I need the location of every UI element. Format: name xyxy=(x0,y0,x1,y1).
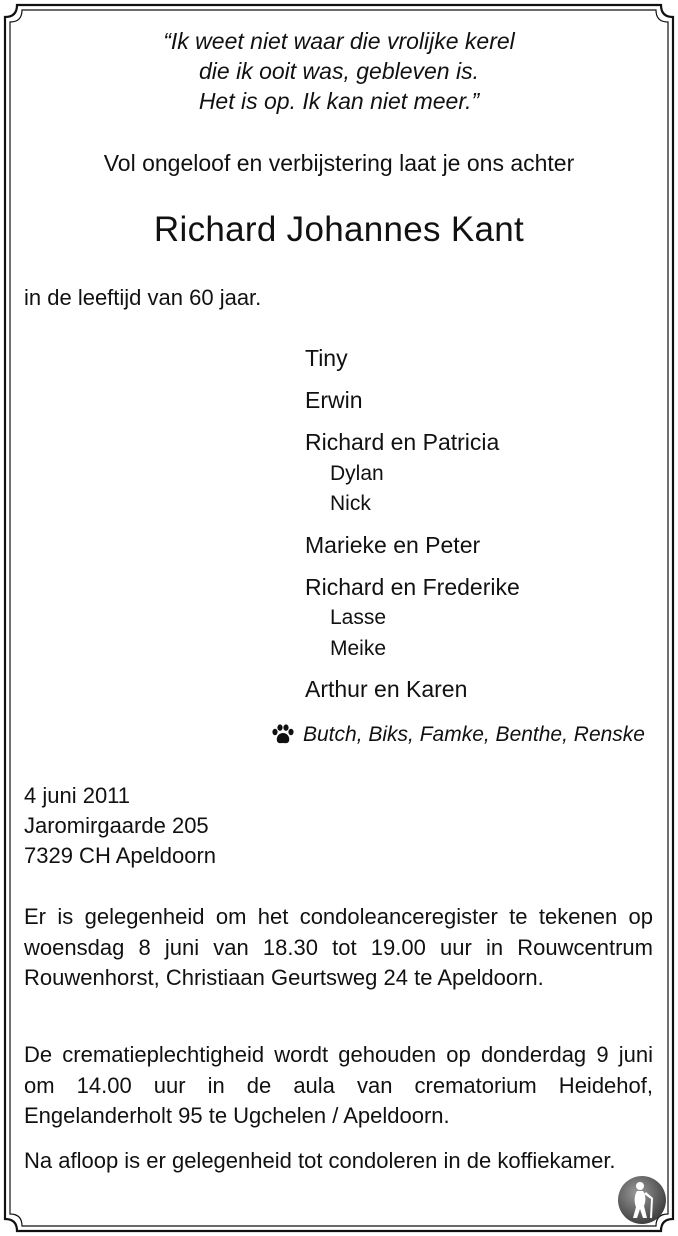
family-member: Marieke en Peter xyxy=(305,532,481,558)
date: 4 juni 2011 xyxy=(24,783,131,808)
pets-line xyxy=(271,723,645,747)
family-member: Tiny xyxy=(305,345,348,371)
postal-city: 7329 CH Apeldoorn xyxy=(24,843,217,868)
intro-text: Vol ongeloof en verbijstering laat je ons achter xyxy=(103,150,575,176)
poem-line: Het is op. Ik kan niet meer.” xyxy=(198,88,480,114)
cremation-paragraph: De crematieplechtigheid wordt gehouden op donderdag 9 juni om 14.00 uur in de aula van crematorium Heidehof, Engelanderholt 95 te Ugchelen / Apeldoorn. xyxy=(24,1042,653,1128)
poem-quote xyxy=(0,26,678,116)
family-grandchild: Meike xyxy=(330,637,387,660)
deceased-name: Richard Johannes Kant xyxy=(153,210,525,249)
family-grandchild: Dylan xyxy=(330,462,384,485)
poem-line: die ik ooit was, gebleven is. xyxy=(199,58,479,84)
poem-line: “Ik weet niet waar die vrolijke kerel xyxy=(163,28,515,54)
condolence-register-paragraph: Er is gelegenheid om het condoleanceregister te tekenen op woensdag 8 juni van 18.30 tot 19.00 uur in Rouwcentrum Rouwenhorst, Christiaan Geurtsweg 24 te Apeldoorn. xyxy=(24,904,653,990)
coffee-room-paragraph: Na afloop is er gelegenheid tot condoleren in de koffiekamer. xyxy=(24,1148,616,1173)
memorial-figure-logo-icon xyxy=(616,1174,668,1226)
family-member: Richard en Frederike xyxy=(305,574,520,600)
street-address: Jaromirgaarde 205 xyxy=(24,813,209,838)
family-grandchild: Nick xyxy=(330,492,371,515)
family-grandchild: Lasse xyxy=(330,606,387,629)
family-member: Arthur en Karen xyxy=(305,676,468,702)
paw-icon xyxy=(271,724,295,746)
age-line: in de leeftijd van 60 jaar. xyxy=(24,285,262,310)
pets-names: Butch, Biks, Famke, Benthe, Renske xyxy=(303,723,645,746)
family-member: Erwin xyxy=(305,387,363,413)
address-block xyxy=(24,781,216,871)
family-member: Richard en Patricia xyxy=(305,429,500,455)
